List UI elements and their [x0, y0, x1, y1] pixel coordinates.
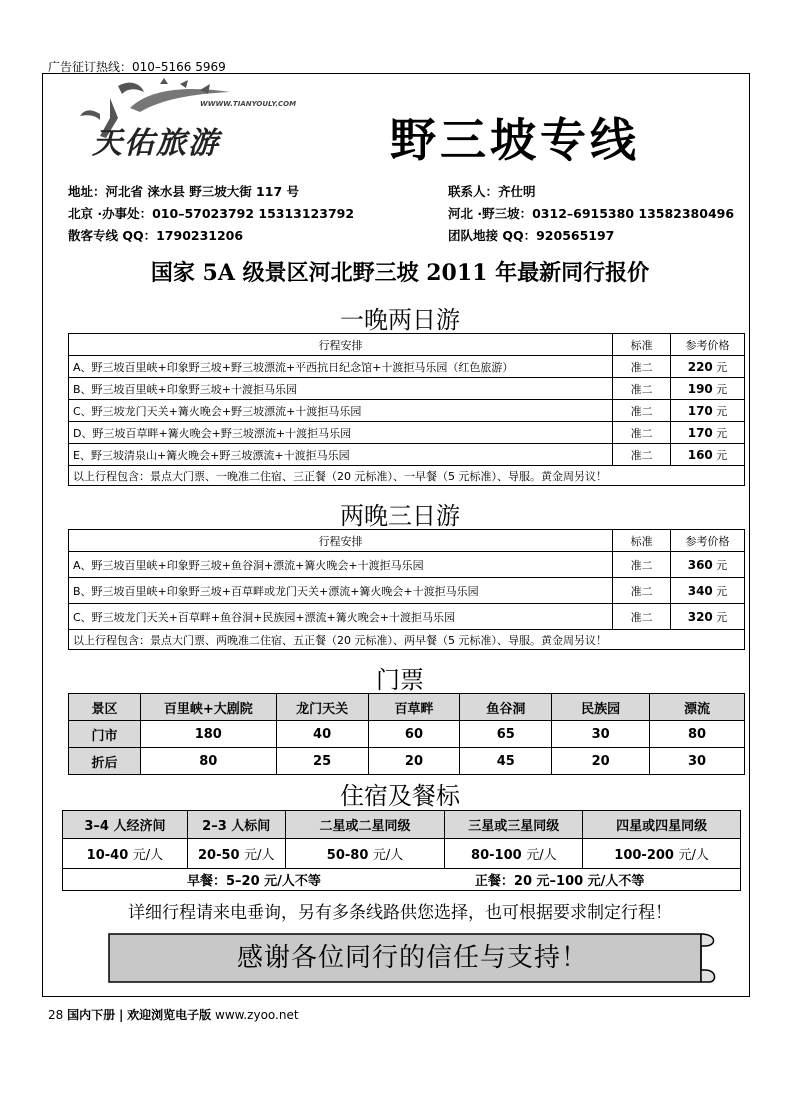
hotel-header: 三星或三星同级: [445, 811, 583, 839]
ticket-cell: 65: [460, 721, 552, 748]
hotel-price: [187, 839, 285, 869]
tickets-table: [68, 693, 745, 775]
breakfast-note: 早餐：5–20 元/人不等: [63, 869, 445, 891]
price-cell: [671, 578, 745, 604]
headline: 国家 5A 级景区河北野三坡 2011 年最新同行报价: [150, 260, 650, 286]
price-value: 340: [687, 583, 713, 598]
two-night-note: 以上行程包含：景点大门票、两晚准二住宿、五正餐（20 元标准）、两早餐（5 元标准）、导服。黄金周另议！: [69, 630, 745, 650]
price-unit: 元: [716, 610, 728, 624]
route-cell: C、野三坡龙门天关+篝火晚会+野三坡漂流+十渡拒马乐园: [69, 400, 613, 422]
team-qq: 团队地接 QQ：920565197: [448, 228, 615, 243]
ticket-cell: 60: [368, 721, 460, 748]
hotel-price: [285, 839, 445, 869]
one-night-note: 以上行程包含：景点大门票、一晚准二住宿、三正餐（20 元标准）、一早餐（5 元标准）、导服。黄金周另议！: [69, 466, 745, 486]
hotel-price-unit: 元/人: [372, 848, 404, 863]
hotel-header: 3–4 人经济间: [63, 811, 188, 839]
hotel-price-unit: 元/人: [526, 848, 557, 863]
hotel-price: [63, 839, 188, 869]
price-unit: 元: [716, 360, 728, 374]
price-unit: 元: [716, 426, 728, 440]
hotel-price-unit: 元/人: [678, 848, 709, 863]
ad-hotline: 广告征订热线：010–5166 5969: [48, 60, 226, 74]
price-cell: [671, 552, 745, 578]
price-cell: [671, 444, 745, 466]
ticket-header: 景区: [69, 694, 141, 721]
logo-name: 天佑旅游: [92, 126, 220, 161]
standard-cell: 准二: [613, 378, 671, 400]
address: 地址：河北省 涞水县 野三坡大街 117 号: [68, 184, 300, 199]
hotel-header: 2–3 人标间: [187, 811, 285, 839]
price-value: 160: [687, 447, 713, 462]
col-route: 行程安排: [69, 530, 613, 552]
price-value: 220: [687, 359, 713, 374]
table-row: [69, 378, 745, 400]
ticket-cell: 40: [276, 721, 368, 748]
price-unit: 元: [716, 382, 728, 396]
footer-text: 欢迎浏览电子版: [127, 1008, 212, 1022]
one-night-table: [68, 333, 745, 486]
standard-cell: 准二: [613, 356, 671, 378]
hotel-price-unit: 元/人: [132, 848, 164, 863]
price-cell: [671, 604, 745, 630]
ticket-cell: 25: [276, 748, 368, 775]
col-price: 参考价格: [671, 334, 745, 356]
hotel-header: 四星或四星同级: [583, 811, 741, 839]
meal-note: 正餐：20 元–100 元/人不等: [445, 869, 741, 891]
route-cell: C、野三坡龙门天关+百草畔+鱼谷洞+民族园+漂流+篝火晚会+十渡拒马乐园: [69, 604, 613, 630]
price-cell: [671, 356, 745, 378]
standard-cell: 准二: [613, 422, 671, 444]
footer-separator: |: [118, 1008, 124, 1022]
table-row: [63, 839, 741, 869]
ticket-header: 鱼谷洞: [460, 694, 552, 721]
route-cell: B、野三坡百里峡+印象野三坡+十渡拒马乐园: [69, 378, 613, 400]
route-cell: D、野三坡百草畔+篝火晚会+野三坡漂流+十渡拒马乐园: [69, 422, 613, 444]
route-cell: A、野三坡百里峡+印象野三坡+鱼谷洞+漂流+篝火晚会+十渡拒马乐园: [69, 552, 613, 578]
one-night-title: 一晚两日游: [340, 306, 460, 334]
ticket-cell: 30: [650, 748, 745, 775]
table-row: [69, 400, 745, 422]
price-value: 360: [687, 557, 713, 572]
hotel-price: [583, 839, 741, 869]
ticket-cell: 45: [460, 748, 552, 775]
ticket-cell: 180: [140, 721, 276, 748]
ticket-header: 民族园: [552, 694, 650, 721]
hotel-price-value: 20-50: [197, 848, 240, 863]
logo-url: WWWW.TIANYOULY.COM: [200, 100, 297, 108]
col-price: 参考价格: [671, 530, 745, 552]
hotel-header: 二星或二星同级: [285, 811, 445, 839]
page-number: 28: [48, 1008, 64, 1022]
hebei-office: 河北 ·野三坡：0312–6915380 13582380496: [448, 206, 735, 221]
hotel-price-value: 100-200: [614, 848, 674, 863]
standard-cell: 准二: [613, 578, 671, 604]
contact-person: 联系人：齐仕明: [448, 184, 536, 199]
ticket-cell: 80: [140, 748, 276, 775]
price-unit: 元: [716, 584, 728, 598]
table-row: [69, 356, 745, 378]
row-label: 门市: [69, 721, 141, 748]
hotel-price-value: 50-80: [326, 848, 369, 863]
price-cell: [671, 400, 745, 422]
route-cell: E、野三坡清泉山+篝火晚会+野三坡漂流+十渡拒马乐园: [69, 444, 613, 466]
hotel-title: 住宿及餐标: [340, 782, 460, 810]
standard-cell: 准二: [613, 400, 671, 422]
ticket-cell: 20: [368, 748, 460, 775]
table-row: [69, 721, 745, 748]
ticket-cell: 30: [552, 721, 650, 748]
ticket-cell: 20: [552, 748, 650, 775]
standard-cell: 准二: [613, 552, 671, 578]
table-row: [69, 604, 745, 630]
two-night-table: [68, 529, 745, 650]
page-footer: [48, 1006, 299, 1023]
footer-section: 国内下册: [67, 1008, 116, 1022]
page-title: 野三坡专线: [390, 113, 640, 167]
standard-cell: 准二: [613, 604, 671, 630]
ticket-header: 百草畔: [368, 694, 460, 721]
price-value: 320: [687, 609, 713, 624]
table-row: [69, 444, 745, 466]
standard-cell: 准二: [613, 444, 671, 466]
route-cell: B、野三坡百里峡+印象野三坡+百草畔或龙门天关+漂流+篝火晚会+十渡拒马乐园: [69, 578, 613, 604]
table-row: [69, 422, 745, 444]
individual-qq: 散客专线 QQ：1790231206: [68, 228, 244, 243]
tickets-title: 门票: [376, 666, 424, 694]
price-cell: [671, 422, 745, 444]
beijing-office: 北京 ·办事处：010–57023792 15313123792: [68, 206, 355, 221]
price-cell: [671, 378, 745, 400]
two-night-title: 两晚三日游: [340, 502, 460, 530]
price-value: 170: [687, 403, 713, 418]
price-unit: 元: [716, 558, 728, 572]
ticket-cell: 80: [650, 721, 745, 748]
price-unit: 元: [716, 404, 728, 418]
hotel-price-unit: 元/人: [244, 848, 275, 863]
ticket-header: 百里峡+大剧院: [140, 694, 276, 721]
footer-url: www.zyoo.net: [215, 1008, 299, 1022]
price-value: 170: [687, 425, 713, 440]
hotel-price-value: 80-100: [471, 848, 522, 863]
hotel-price: [445, 839, 583, 869]
col-standard: 标准: [613, 530, 671, 552]
table-row: [69, 552, 745, 578]
route-cell: A、野三坡百里峡+印象野三坡+野三坡漂流+平西抗日纪念馆+十渡拒马乐园（红色旅游）: [69, 356, 613, 378]
col-route: 行程安排: [69, 334, 613, 356]
table-row: [69, 578, 745, 604]
table-row: [69, 748, 745, 775]
detail-note: 详细行程请来电垂询，另有多条线路供您选择，也可根据要求制定行程！: [128, 903, 672, 923]
price-unit: 元: [716, 448, 728, 462]
price-value: 190: [687, 381, 713, 396]
row-label: 折后: [69, 748, 141, 775]
thanks-message: 感谢各位同行的信任与支持！: [236, 943, 588, 973]
hotel-price-value: 10-40: [86, 848, 129, 863]
ticket-header: 龙门天关: [276, 694, 368, 721]
ticket-header: 漂流: [650, 694, 745, 721]
col-standard: 标准: [613, 334, 671, 356]
hotel-table: [62, 810, 741, 891]
